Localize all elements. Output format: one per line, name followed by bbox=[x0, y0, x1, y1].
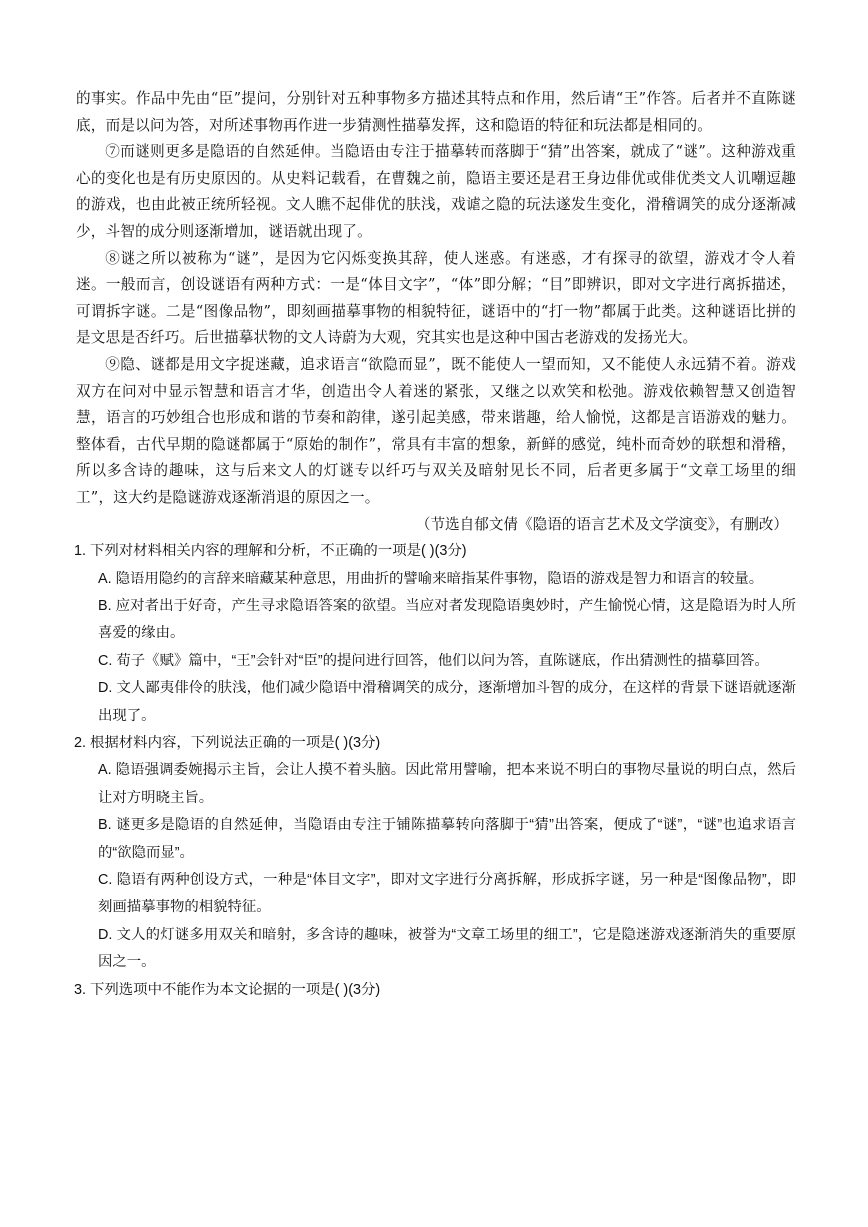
question-stem: 3. 下列选项中不能作为本文论据的一项是( )(3分) bbox=[74, 981, 381, 998]
question-option-b: B. 应对者出于好奇，产生寻求隐语答案的欲望。当应对者发现隐语奥妙时，产生愉悦心情，这是隐语为时人所喜爱的缘由。 bbox=[98, 597, 796, 642]
question-block-3 bbox=[76, 977, 796, 1004]
passage-paragraph-9: ⑨隐、谜都是用文字捉迷藏，追求语言“欲隐而显”，既不能使人一望而知，又不能使人永远猜不着。游戏双方在问对中显示智慧和语言才华，创造出令人着迷的紧张，又继之以欢笑和松弛。游戏依赖智慧又创造智慧，语言的巧妙组合也形成和谐的节奏和韵律，遂引起美感，带来谐趣，给人愉悦，这都是言语游戏的魅力。整体看，古代早期的隐谜都属于“原始的制作”，常具有丰富的想象，新鲜的感觉，纯朴而奇妙的联想和滑稽，所以多含诗的趣味，这与后来文人的灯谜专以纤巧与双关及暗射见长不同，后者更多属于“文章工场里的细工”，这大约是隐谜游戏逐渐消退的原因之一。 bbox=[76, 355, 796, 506]
passage-paragraph-8: ⑧谜之所以被称为“谜”，是因为它闪烁变换其辞，使人迷惑。有迷惑，才有探寻的欲望，游戏才令人着迷。一般而言，创设谜语有两种方式：一是“体目文字”，“体”即分解；“目”即辨识，即对文字进行离拆描述，可谓拆字谜。二是“图像品物”，即刻画描摹事物的相貌特征，谜语中的“打一物”都属于此类。这种谜语比拼的是文思是否纤巧。后世描摹状物的文人诗蔚为大观，究其实也是这种中国古老游戏的发扬光大。 bbox=[76, 249, 796, 347]
question-stem: 1. 下列对材料相关内容的理解和分析，不正确的一项是( )(3分) bbox=[74, 543, 467, 560]
question-stem: 2. 根据材料内容，下列说法正确的一项是( )(3分) bbox=[74, 734, 381, 751]
question-block-1 bbox=[76, 538, 796, 730]
question-block-2 bbox=[76, 730, 796, 977]
passage-paragraph-continued: 的事实。作品中先由“臣”提问，分别针对五种事物多方描述其特点和作用，然后请“王”作答。后者并不直陈谜底，而是以问为答，对所述事物再作进一步猜测性描摹发挥，这和隐语的特征和玩法都是相同的。 bbox=[76, 90, 796, 134]
question-option-c: C. 荀子《赋》篇中，“王”会针对“臣”的提问进行回答，他们以问为答，直陈谜底，作出猜测性的描摹回答。 bbox=[98, 652, 769, 669]
question-option-d: D. 文人的灯谜多用双关和暗射，多含诗的趣味，被誉为“文章工场里的细工”，它是隐迷游戏逐渐消失的重要原因之一。 bbox=[98, 926, 796, 971]
question-option-d: D. 文人鄙夷俳伶的肤浅，他们减少隐语中滑稽调笑的成分，逐渐增加斗智的成分，在这样的背景下谜语就逐渐出现了。 bbox=[98, 680, 796, 724]
question-option-c: C. 隐语有两种创设方式，一种是“体目文字”，即对文字进行分离拆解，形成拆字谜，另一种是“图像品物”，即刻画描摹事物的相貌特征。 bbox=[98, 871, 796, 916]
reading-passage bbox=[76, 86, 796, 538]
passage-paragraph-7: ⑦而谜则更多是隐语的自然延伸。当隐语由专注于描摹转而落脚于“猜”出答案，就成了“谜”。这种游戏重心的变化也是有历史原因的。从史料记载看，在曹魏之前，隐语主要还是君王身边俳优或俳优类文人讥嘲逗趣的游戏，也由此被正统所轻视。文人瞧不起俳优的肤浅，戏谑之隐的玩法遂发生变化，滑稽调笑的成分逐渐减少，斗智的成分则逐渐增加，谜语就出现了。 bbox=[76, 143, 796, 240]
passage-source: （节选自郁文倩《隐语的语言艺术及文学演变》，有删改） bbox=[415, 515, 788, 533]
question-option-a: A. 隐语强调委婉揭示主旨，会让人摸不着头脑。因此常用譬喻，把本来说不明白的事物尽量说的明白点，然后让对方明晓主旨。 bbox=[98, 762, 796, 806]
question-option-a: A. 隐语用隐约的言辞来暗藏某种意思，用曲折的譬喻来暗指某件事物，隐语的游戏是智力和语言的较量。 bbox=[98, 570, 764, 587]
question-option-b: B. 谜更多是隐语的自然延伸，当隐语由专注于铺陈描摹转向落脚于“猜”出答案，便成了“谜”，“谜”也追求语言的“欲隐而显”。 bbox=[98, 817, 796, 861]
